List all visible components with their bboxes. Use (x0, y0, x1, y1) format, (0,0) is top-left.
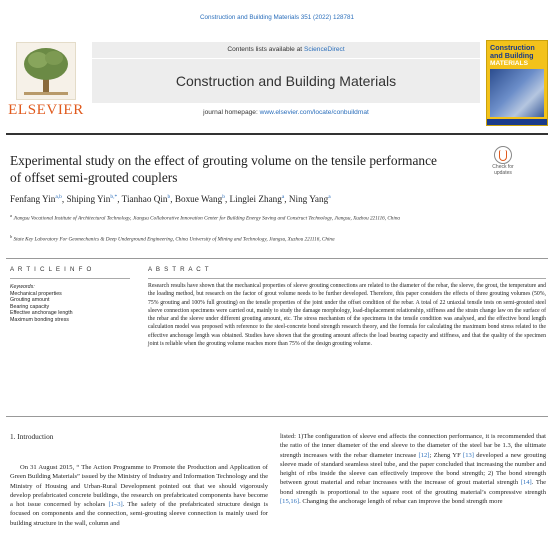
abstract-bottom-rule (6, 416, 548, 417)
elsevier-logo[interactable] (6, 40, 86, 132)
author-list (10, 194, 540, 204)
affiliation-b-marker: b (10, 234, 13, 239)
cover-line-1: Construction (490, 43, 535, 52)
intro-right-text-2: ; Zheng YF (429, 451, 464, 459)
author-name[interactable]: Shiping Yin (66, 194, 111, 205)
keyword-item: Grouting amount (10, 297, 50, 303)
intro-left-text-2: . The safety of the prefabricated structure design is focused on components and the connection, semi-grouting sleeve connection is mainly used for building structure in the wall, column and (10, 501, 268, 527)
author-separator: , (61, 194, 67, 205)
author-separator: , (224, 194, 230, 205)
author-affiliation-marker[interactable]: b (222, 194, 225, 200)
affiliation-a (10, 212, 530, 223)
reference-link[interactable]: [1–3] (108, 501, 123, 509)
info-top-rule (6, 258, 548, 259)
cover-photo (490, 69, 544, 117)
journal-title-band (92, 59, 480, 103)
author-affiliation-marker[interactable]: b,* (110, 194, 118, 200)
header-rule (6, 133, 548, 135)
intro-left-text-1: On 31 August 2015, “ The Action Programme to Promote the Production and Application of Green Building Materials” issued by the Ministry of Industry and Information Technology and the Ministry of Housing and Urban-Rural Development pointed out that we should vigorously develop prefabricated concrete buildings, the research on prefabricated components have become a hot issue concerned by scholars (10, 464, 268, 509)
author-name[interactable]: Ning Yang (288, 194, 329, 205)
badge-line-1: Check for (492, 164, 514, 170)
intro-right-column (280, 432, 546, 506)
cover-line-2: and Building (490, 51, 534, 60)
cover-strip (487, 119, 547, 125)
check-for-updates-badge[interactable] (480, 146, 526, 176)
journal-citation[interactable]: Construction and Building Materials 351 (2022) 128781 (199, 14, 355, 21)
author-name[interactable]: Linglei Zhang (229, 194, 282, 205)
abstract-rule (148, 278, 546, 279)
elsevier-wordmark: ELSEVIER (8, 102, 84, 118)
badge-line-2: updates (494, 169, 512, 176)
keyword-item: Mechanical properties (10, 290, 62, 297)
check-updates-icon (494, 146, 512, 164)
journal-homepage-line (92, 109, 480, 116)
journal-cover-image[interactable] (486, 40, 548, 126)
intro-right-text-3: developed a new grouting sleeve made of standard seamless steel tube, and the paper concluded that increasing the number and height of ribs inside the sleeve can effectively improve the bond strength; 2) The bond strength between grout material and rebar increases with the increase of grout material strength (280, 451, 546, 487)
affiliation-a-text: Jiangsu Vocational Institute of Architectural Technology, Jiangsu Collaborative Innovation Center for Building Energy Saving and Construct Technology, Jiangsu, Xuzhou 221116, China (13, 215, 401, 222)
journal-masthead (6, 40, 548, 132)
sciencedirect-link[interactable]: ScienceDirect (303, 46, 345, 53)
intro-right-text-4: . The bond strength is proportional to the square root of the grouting material’s compressive strength (280, 479, 546, 496)
keyword-item: Effective anchorage length (10, 310, 73, 316)
author-affiliation-marker[interactable]: b (167, 194, 171, 200)
contents-prefix: Contents lists available at (227, 46, 303, 53)
author-affiliation-marker[interactable]: a (281, 194, 285, 200)
author-separator: , (117, 194, 122, 205)
keyword-item: Bearing capacity (10, 303, 50, 310)
author-affiliation-marker[interactable]: a,b (55, 194, 62, 200)
author-name[interactable]: Fenfang Yin (10, 194, 56, 205)
reference-link[interactable]: [12] (418, 451, 430, 459)
reference-link[interactable]: [15,16] (280, 498, 300, 506)
affiliation-a-marker: a (10, 213, 13, 218)
keyword-item: Maximum bonding stress (10, 316, 69, 323)
badge-text (480, 165, 526, 176)
author-name[interactable]: Boxue Wang (174, 194, 223, 205)
cover-title (490, 44, 544, 68)
intro-right-text-1: listed: 1)The configuration of sleeve end affects the connection performance, it is recommended that the ratio of the inner diameter of the end sleeve to the diameter of the steel bar be 1.3, the ultimate strength increases with the rebar diameter increase (280, 433, 546, 459)
journal-title: Construction and Building Materials (175, 73, 397, 89)
author-separator: , (170, 194, 175, 205)
article-info-rule (10, 278, 130, 279)
intro-right-text-5: . Changing the anchorage length of rebar can improve the bond strength more (299, 498, 503, 506)
affiliation-b (10, 233, 530, 244)
keywords-block (10, 284, 130, 323)
article-info-heading: A R T I C L E I N F O (10, 266, 93, 273)
author-affiliation-marker[interactable]: a (328, 194, 331, 200)
reference-link[interactable]: [13] (463, 451, 474, 459)
abstract-text: Research results have shown that the mechanical properties of sleeve grouting connections are related to the diameter of the rebar, the sleeve, the grout, the temperature and the loading method, but research on the factor of grout volume needs to be further developed. Therefore, this paper considers the effects of three grouting volumes (50%, 75% grouting and 100% full grouting) on the tensile properties of the joint under the offset condition of the rebar. A total of 22 uniaxial tensile tests on semi-grouted steel sleeve connection specimens were carried out, mainly to study the damage morphology, load-displacement relationship, stiffness and the strain change law on the surface of the rebar and the sleeve under different grouting amount, etc. The stress mechanism of the specimens in the tensile condition was analysed, and the effective bond length calculation model was proposed with reference to the steel-concrete bond strength research theory, and the formula for calculating the maximum bond stress related to the effective anchorage length was obtained. Studies have shown that the grouting amount affects the load bearing capacity and stiffness, and that the quality of the specimen joint is reliable when the grouting volume reaches more than 75% of the design grouting volume. (148, 283, 546, 348)
author-separator: , (284, 194, 289, 205)
keywords-label: Keywords: (10, 284, 35, 290)
cover-line-3: MATERIALS (490, 60, 528, 67)
homepage-prefix: journal homepage: (203, 109, 258, 116)
contents-list-line (92, 42, 480, 58)
homepage-link[interactable]: www.elsevier.com/locate/conbuildmat (259, 109, 369, 116)
paper-title: Experimental study on the effect of grouting volume on the tensile performance of offset semi-grouted couplers (10, 153, 438, 185)
journal-header (92, 42, 480, 132)
abstract-heading: A B S T R A C T (148, 266, 210, 273)
author-name[interactable]: Tianhao Qin (121, 194, 168, 205)
intro-left-column (10, 463, 268, 528)
introduction-heading: 1. Introduction (10, 432, 54, 441)
elsevier-tree-icon (16, 42, 76, 100)
reference-link[interactable]: [14] (520, 479, 532, 487)
affiliation-b-text: State Key Laboratory For Geomechanics & Deep Underground Engineering, China University of Mining and Technology, Jiangsu, Xuzhou 221116, China (13, 236, 335, 243)
